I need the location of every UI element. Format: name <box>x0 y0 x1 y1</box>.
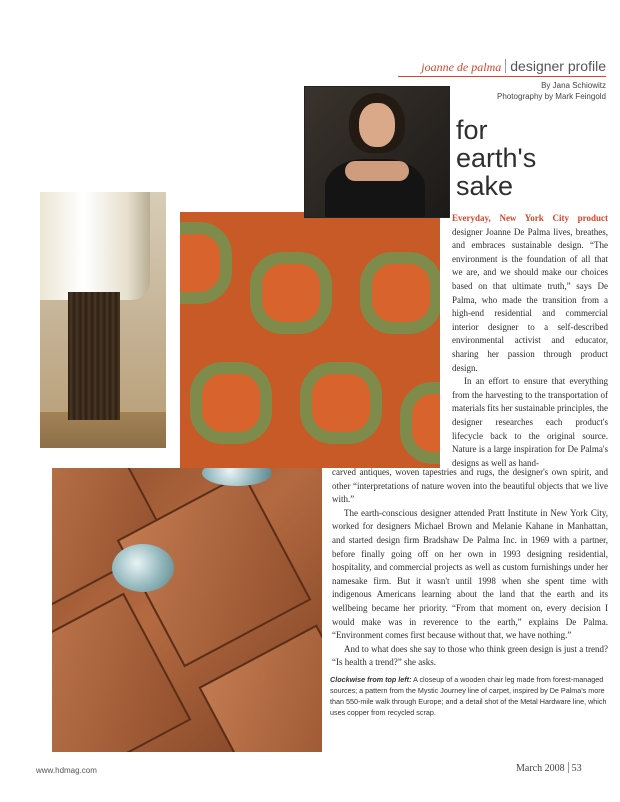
lead-in: Everyday, New York City product <box>452 213 608 223</box>
folio <box>516 762 582 774</box>
caption-lead: Clockwise from top left: <box>330 675 412 684</box>
carpet-motif <box>300 362 382 444</box>
paragraph-text: designer Joanne De Palma lives, breathes, and embraces sustainable design. “The environment is the foundation of all that we are, and we should make our choices based on that ultimate truth,” says De Palma, who made the transition from a high-end residential and commercial interior designer to a self-described environmental activist and educator, sharing her passion through product design. <box>452 226 608 373</box>
title-line: earth's <box>456 143 537 173</box>
paragraph: And to what does she say to those who think green design is just a trend? “Is health a trend?” she asks. <box>332 643 608 668</box>
paragraph: The earth-conscious designer attended Pratt Institute in New York City, worked for designers Michael Brown and Melanie Kahane in Manhattan, and started design firm Bradshaw De Palma Inc. in 1969 with a partner, before finally going off on her own in 1993 designing residential, hospitality, and commercial projects as well as custom furnishings under her namesake firm. But it wasn't until 1998 when she spent time with indigenous Americans learning about the land that the earth and its wellbeing became her priority. “From that moment on, every decision I would make was in reverence to the earth,” explains De Palma. “Environment comes first because without that, we have nothing.” <box>332 507 608 641</box>
article-column-right <box>452 212 608 470</box>
header-rule <box>398 76 606 77</box>
byline <box>450 80 606 102</box>
chair-leg-photo <box>40 192 166 448</box>
chair-cushion <box>40 192 150 300</box>
title-line: for <box>456 115 488 145</box>
paragraph <box>452 212 608 375</box>
website-footer: www.hdmag.com <box>36 766 97 775</box>
glass-gem <box>112 544 174 592</box>
rubric-divider <box>505 59 506 73</box>
portrait-hands <box>345 161 409 181</box>
carpet-motif <box>250 252 332 334</box>
carpet-pattern-photo <box>180 212 440 468</box>
title-line: sake <box>456 171 514 201</box>
issue-date: March 2008 <box>516 763 565 774</box>
carpet-motif <box>400 382 440 464</box>
page-number: 53 <box>571 763 582 774</box>
photo-caption <box>330 674 612 718</box>
byline-photographer: Photography by Mark Feingold <box>497 92 606 101</box>
metal-hardware-photo <box>52 468 322 752</box>
carpet-motif <box>180 222 232 304</box>
chair-leg <box>68 292 120 420</box>
caption-text: A closeup of a wooden chair leg made from forest-managed sources; a pattern from the Mystic Journey line of carpet, inspired by De Palma's more than 550-mile walk through Europe; and a detail shot of the Metal Hardware line, which uses copper from recycled scrap. <box>330 675 607 717</box>
glass-gem <box>202 468 272 486</box>
designer-portrait <box>304 86 450 218</box>
section-label: designer profile <box>510 58 606 74</box>
byline-author: By Jana Schiowitz <box>541 81 606 90</box>
carpet-motif <box>190 362 272 444</box>
article-column-lower <box>332 466 608 670</box>
folio-divider <box>568 762 569 773</box>
paragraph: In an effort to ensure that everything from the harvesting to the transportation of materials fits her sustainable principles, the designer researches each product's lifecycle back to the original source. Nature is a large inspiration for De Palma's designs as well as hand- <box>452 376 608 468</box>
article-title <box>456 116 536 200</box>
designer-name: joanne de palma <box>421 60 502 74</box>
carpet-motif <box>360 252 440 334</box>
paragraph: carved antiques, woven tapestries and rugs, the designer's own spirit, and other “interpretations of nature woven into the beautiful objects that we live with.” <box>332 467 608 505</box>
portrait-face <box>359 103 395 147</box>
section-rubric <box>392 58 606 76</box>
